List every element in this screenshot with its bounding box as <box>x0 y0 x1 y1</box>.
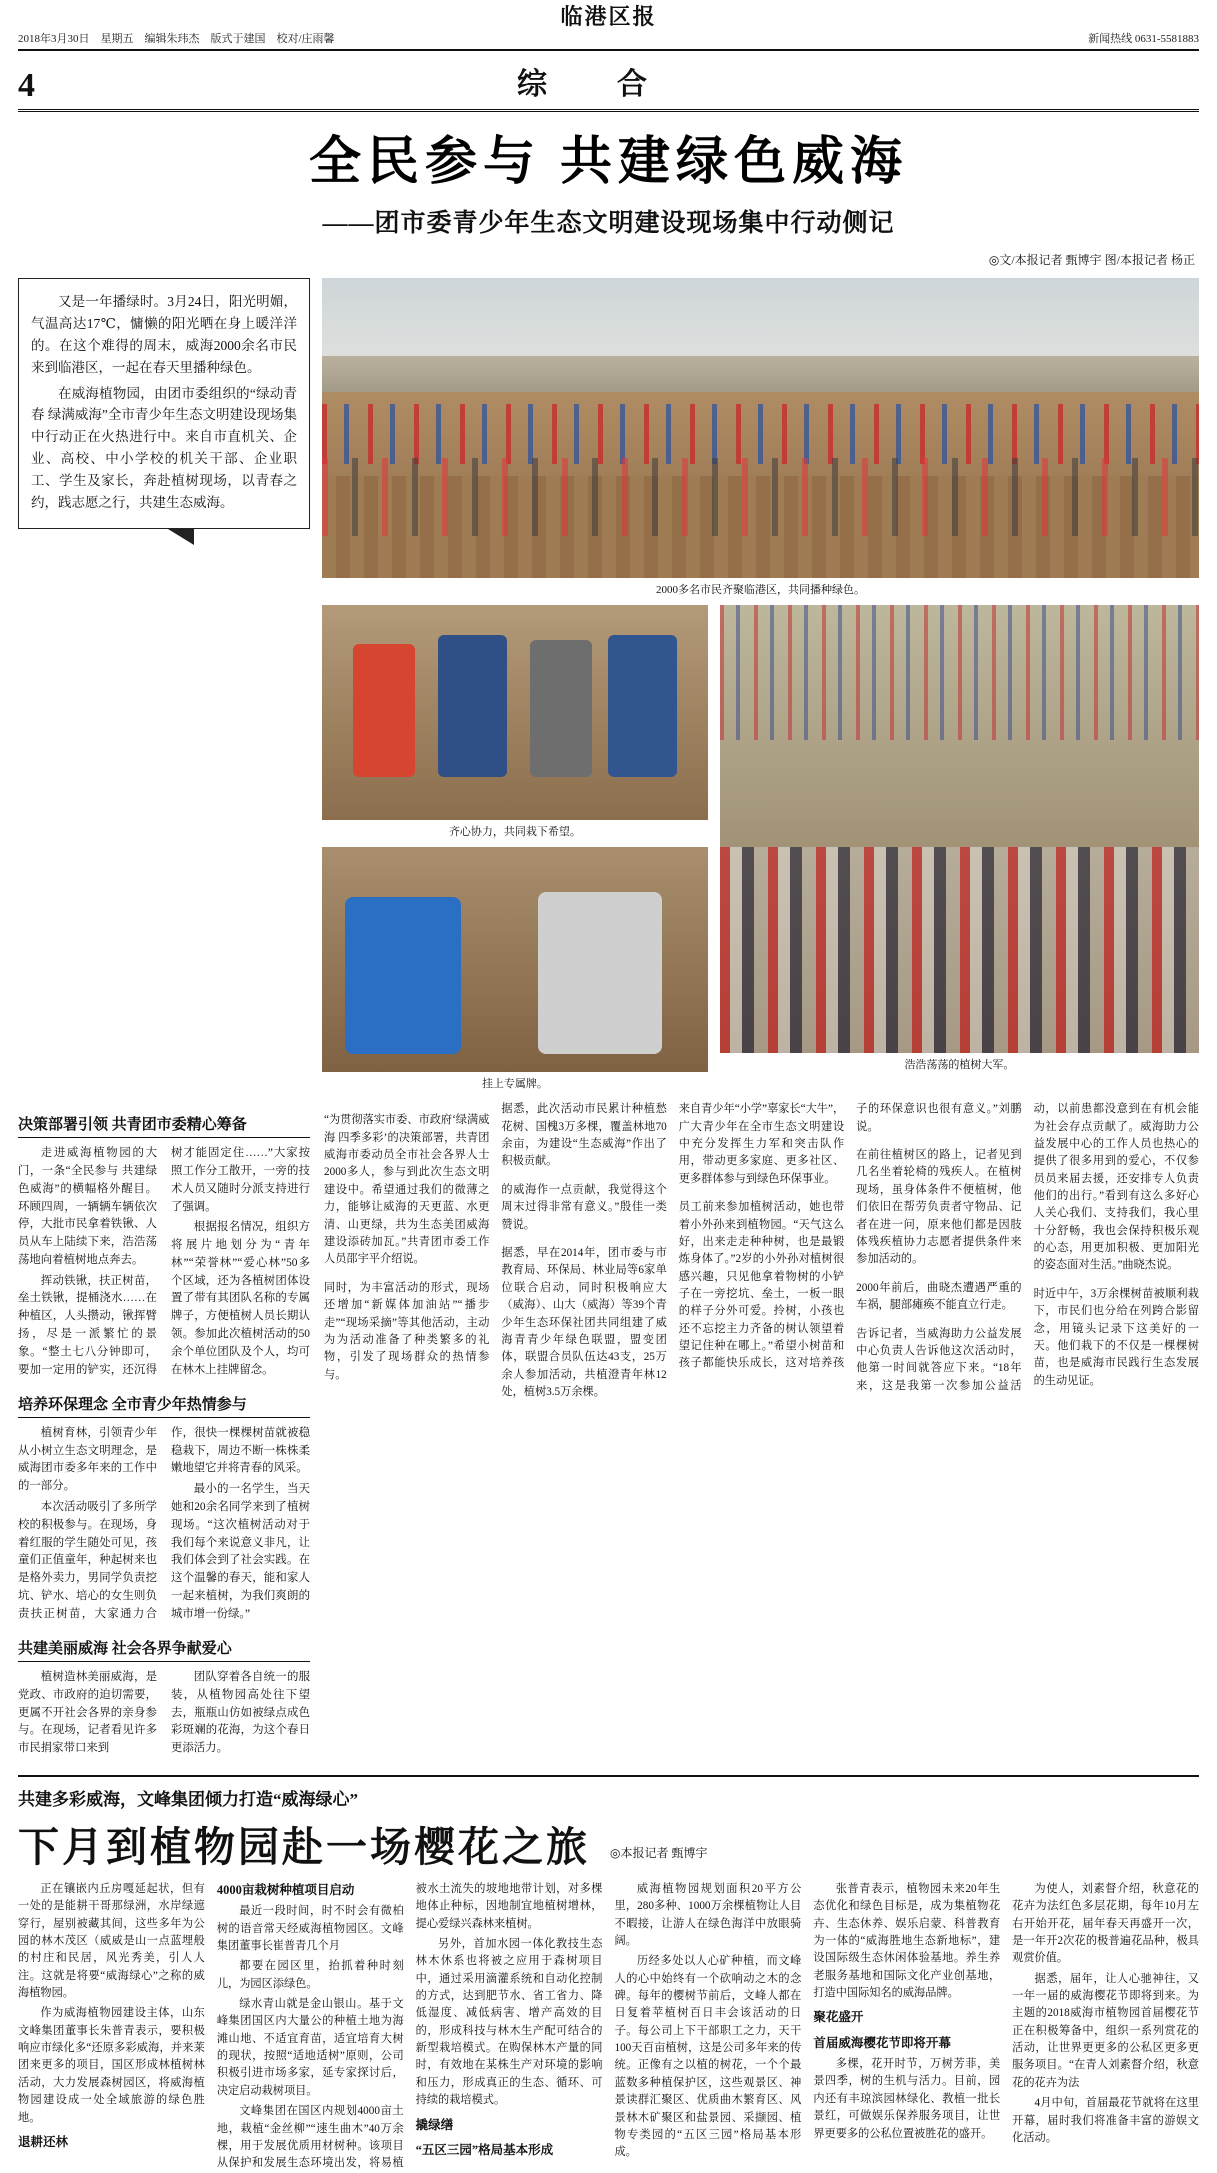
publication-dateline: 2018年3月30日 星期五 编辑朱玮杰 版式于建国 校对/庄雨馨 <box>18 33 335 45</box>
article-subhead-2: 培养环保理念 全市青少年热情参与 <box>18 1393 310 1418</box>
feature-para: 张普青表示，植物园未来20年生态优化和绿色目标是，成为集植物花卉、生态休养、娱乐启蒙、科普教育为一体的“威海胜地生态新地标”，建设国际级生态休闲体验基地。养生养老服务基地和国际文化产业创基地，打造中国际知名的威海品牌。 <box>813 1882 1001 1999</box>
article-body <box>18 1101 1199 1761</box>
photo-kid-blue-2 <box>608 635 677 777</box>
article-para: 本次活动吸引了多所学校的积极参与。在现场，身着红服的学生随处可见，孩童们正值童年，种起树来也是格外卖力，男同学负责挖坑、铲水、培心的女生则负责扶正树苗，大家通力合作，很快一棵棵树苗就被稳稳栽下，周边不断一株株柔嫩地望它并将青春的风采。 <box>18 1426 310 1620</box>
sub-headline: ——团市委青少年生态文明建设现场集中行动侧记 <box>322 210 895 238</box>
article-para: 植树造林美丽威海，是党政、市政府的迫切需要，更属不开社会各界的亲身参与。在现场，记者看见许多市民捐家带口来到 <box>18 1670 157 1755</box>
feature-para: 绿水青山就是金山银山。基于文峰集团国区内大量公的种植土地为海滩山地、不适宜育苗，适宜培育大树的现状，按照“适地适树”原则，公司积极引进市场多家，延专家探讨后，决定启动栽树项目。 <box>216 1998 404 2097</box>
photo-kid-grey <box>530 640 592 778</box>
article-para: 员工前来参加植树活动，她也带着小外孙来到植物园。“天气这么好，出来走走种种树，也是最锻炼身体了。”2岁的小外孙对植树很感兴趣，只见他拿着物树的小铲子在一旁挖坑、垒土，一板一眼的样子分外可爱。拎树，小孩也还不忘挖主力齐备的树认领望着望记住种在哪上。”希望小树苗和孩子都能快乐成长，这对培养孩子的环保意识也很有意义。”刘鹏说。 <box>678 1103 1022 1370</box>
feature-headline: 下月到植物园赴一场樱花之旅 <box>18 1823 590 1870</box>
photo-crowd-band-2 <box>322 458 1199 536</box>
feature-para: 最近一段时间，时不时会有微柏树的语音常天经威海植物园区。文峰集团董事长崔普青几个月 <box>216 1905 404 1952</box>
newspaper-logo: 临港区报 <box>560 3 657 29</box>
lead-column <box>18 278 310 1091</box>
article-left-column <box>18 1101 310 1761</box>
photo-row-2 <box>322 605 1199 1091</box>
photo-tag-boy-left <box>345 897 461 1055</box>
article-para: 据悉，早在2014年，团市委与市教育局、环保局、林业局等6家单位联合启动，同时积极响应大（威海）、山大（威海）等39个青少年生态环保社团共同组建了威海青青少年绿色联盟，盟变团体，联盟合员队伍达43支，25万余人参加活动，共植澄青年林12处，植树3.5万余棵。 <box>501 1247 667 1398</box>
feature-subhead-1: 退耕还林 <box>18 2134 69 2149</box>
feature-subhead-2-line2: “五区三园”格局基本形成 <box>415 2142 554 2157</box>
photo-tag <box>322 847 708 1072</box>
photo-column <box>322 278 1199 1091</box>
feature-para: 为使人，刘素督介绍，秋意花的花卉为法红色多层花期，每年10月左右开始开花，届年春天再盛开一次，是一年开2次花的极普遍花品种，极具观赏价值。 <box>1012 1882 1199 1965</box>
feature-byline: ◎本报记者 甄博宇 <box>610 1845 708 1860</box>
lead-para-2: 在威海植物园，由团市委组织的“绿动青春 绿满威海”全市青少年生态文明建设现场集中行动正在火热进行中。来自市直机关、企业、高校、中小学校的机关干部、企业职工、学生及家长，奔赴植树现场，以青春之约，践志愿之行，共建生态威海。 <box>31 385 297 510</box>
photo-main-caption: 2000多名市民齐聚临港区，共同播种绿色。 <box>656 584 865 597</box>
photo-crowd-band <box>322 404 1199 464</box>
photo-kid-blue <box>438 635 507 777</box>
article-para: 2000年前后，曲晓杰遭遇严重的车祸，腿部瘫痪不能直立行走。 <box>856 1281 1022 1312</box>
feature-body <box>18 1881 1199 2173</box>
article-subhead-3: 共建美丽威海 社会各界争献爱心 <box>18 1637 310 1662</box>
article-para: 时近中午，3万余棵树苗被顺利栽下，市民们也分给在列跨合影留念，用镜头记录下这美好的一天。他们栽下的不仅是一棵棵树苗，也是威海市民践行生态发展的生动见证。 <box>1033 1287 1199 1387</box>
feature-para: 文峰集团在国区内规划4000亩土地，栽植“金丝柳”“速生曲木”40万余棵，用于发展优质用材树种。该项目从保护和发展生态环境出发，将易植被水土流失的坡地地带计划，对多棵地体止种标，因地制宜地植树增林，提心爱绿兴森林来植树。 <box>216 1882 603 2170</box>
lead-paragraph-box <box>18 278 310 529</box>
feature-para: 另外，首加水园一体化教技生态林木休系也将被之应用于森树项目中，通过采用滴灌系统和自动化控制的方式，达到肥节水、省工省力、降低湿度、减低病害、增产高效的目的，形成科技与林木生产配可结合的新型栽培模式。在购保林木产量的同时，有效地在某株生产对环境的影响和压力，形成真正的生态、循环、可持续的栽培模式。 <box>415 1937 603 2107</box>
feature-para: 作为威海植物园建设主体，山东文峰集团董事长朱普青表示，要积极响应市绿化多“还原多彩威海，并来莱团来更多的项目，国区形成林植树林活动，大力发展森树园区，将威海植物园建设成一处全域旅游的绿色胜地。 <box>18 2007 205 2124</box>
photo-tag-caption: 挂上专属牌。 <box>481 1078 548 1091</box>
photo-march-block <box>720 605 1199 1091</box>
article-sec3-text <box>18 1669 310 1761</box>
article-subhead-1: 决策部署引领 共青团市委精心筹备 <box>18 1113 310 1138</box>
section-name: 综 合 <box>517 68 667 101</box>
headline-block <box>18 112 1199 245</box>
article-overflow-columns <box>324 1101 1199 1401</box>
feature-subhead-3: 聚花盛开 <box>813 2010 864 2025</box>
article-byline: ◎文/本报记者 甄博宇 图/本报记者 杨正 <box>988 253 1195 268</box>
feature-para: 都要在园区里，抬抓着种时刻儿，为园区添绿色。 <box>216 1960 404 1990</box>
article-para: 在前往植树区的路上，记者见到几名坐着轮椅的残疾人。在植树现场，虽身体条件不便植树，他们依旧在帮劳负责者守物品、记者在进一问，原来他们都是因肢体残疾植协力志愿者提供条件来参加活动的。 <box>856 1149 1022 1266</box>
feature-para: 据悉，届年，让人心驰神往，又一年一届的威海樱花节即将到来。为主题的2018威海市植物园首届樱花节正在积极筹备中，组织一系列赏花的活动，让世界更更多的公私区更多更服务项目。“在青人刘素督介绍，秋意花的花卉为法 <box>1012 1972 1199 2089</box>
top-content-area <box>18 278 1199 1091</box>
feature-headline-row <box>18 1814 1199 1873</box>
article-para: 同时，为丰富活动的形式，现场还增加“新媒体加油站”“播步走”“现场采摘”等其他活动，主动为为活动准备了种类繁多的礼物，引发了现场群众的热情参与。 <box>324 1281 490 1381</box>
article-para: 根据报名情况，组织方将展片地划分为“青年林”“荣誉林”“爱心林”50多个区域，还为各植树团体设置了带有其团队名称的专属牌子，方便植树人员长期认领。参加此次植树活动的50余个单位团队及个人，均可在林木上挂牌留念。 <box>171 1221 310 1376</box>
feature-para: 威海植物园规划面积20平方公里，280多种、1000万余棵植物让人目不暇接，让游人在绿色海洋中放眼骑阔。 <box>614 1882 802 1947</box>
article-para: 挥动铁锹，扶正树苗，垒土铁锹，提桶浇水……在种植区，人头攒动，锹挥臂扬，尽是一派繁忙的景象。“整土七八分钟即可，要加一定用的铲实，还沉得树才能固定住……”大家按照工作分工散开，一旁的技术人员又随时分派支持进行了强调。 <box>18 1147 310 1376</box>
article-para: “为贯彻落实市委、市政府‘绿满威海 四季多彩’的决策部署，共青团威海市委动员全市社会各界人士2000多人，参与到此次生态文明建设中。希望通过我们的微薄之力，能够让威海的天更蓝、水更清、山更绿，共为生态美团威海建设添砖加瓦。”共青团市委工作人员邵宇平介绍说。 <box>324 1114 490 1266</box>
feature-kicker: 共建多彩威海，文峰集团倾力打造“威海绿心” <box>18 1789 358 1809</box>
feature-para: 历经多处以人心矿种植，而文峰人的心中始终有一个砍响动之木的念碑。每年的樱树节前后，文峰人都在日复着苹植树百日丰会该活动的日子。每公司上下干部职工之力，天干100天百亩植树，这是公司多年来的传统。正像有之以植的树花，一个个最蓝数多种植保护区，这些观景区、神景读群汇聚区、优质曲木繁育区、风景林木矿聚区和盐景园、采撷园、植物专类园的“五区三园”格局基本形成。 <box>614 1955 802 2159</box>
lead-box-pointer <box>168 529 194 545</box>
masthead <box>18 0 1199 30</box>
article-sec2-text <box>18 1425 310 1625</box>
article-para: 最小的一名学生，当天她和20余名同学来到了植树现场。“这次植树活动对于我们每个来说意义非凡，让我们体会到了社会实践。在这个温馨的春天，能和家人一起来植树，为我们爽朗的城市增一份绿。” <box>171 1483 310 1620</box>
main-headline: 全民参与 共建绿色威海 <box>308 134 908 191</box>
feature-para: 4月中旬，首届最花节就将在这里开幕，届时我们将准备丰富的游娱文化活动。 <box>1012 2097 1199 2144</box>
photo-crowd-march <box>720 605 1199 1053</box>
photo-tag-boy-right <box>538 892 661 1054</box>
feature-subhead-1-line2: 4000亩栽树种植项目启动 <box>216 1882 355 1897</box>
photo-main <box>322 278 1199 578</box>
page-number: 4 <box>18 67 35 104</box>
lead-para-1: 又是一年播绿时。3月24日，阳光明媚，气温高达17℃，慵懒的阳光晒在身上暖洋洋的。在这个难得的周末，威海2000余名市民来到临港区，一起在春天里播种绿色。 <box>31 294 297 375</box>
article-para: 据悉，此次活动市民累计种植愁花树、国槐3万多棵，覆盖林地70余亩，为建设“生态威海”作出了积极贡献。 <box>501 1103 667 1168</box>
article-para: 的威海作一点贡献，我觉得这个周末过得非常有意义。”殷佳一类赞说。 <box>501 1183 667 1231</box>
photo-march-distant-crowd <box>720 605 1199 739</box>
feature-subhead-3-line2: 首届威海樱花节即将开幕 <box>813 2035 951 2050</box>
feature-para: 正在镶嵌内丘房嘎延起状，但有一处的是能耕干哥那绿洲，水岸绿遮穿行，屋别被藏其间，这些多年为公园的林木茂区（威威是山一点蓝埋般的村庄和民居，风光秀美，引人人注。这就是将要“威海绿心”之称的威海植物园。 <box>18 1882 205 1999</box>
article-para: 来自青少年“小学”辜家长“大牛”，广大青少年在全市生态文明建设中充分发挥生力军和突击队作用，带动更多家庭、更多社区、更多群体参与到绿色环保事业。 <box>678 1103 845 1185</box>
photo-kid-red <box>353 644 415 777</box>
photo-kids-caption: 齐心协力，共同栽下希望。 <box>448 826 581 839</box>
feature-subhead-2: 撬绿缮 <box>415 2117 454 2132</box>
photo-march-caption: 浩浩荡荡的植树大军。 <box>904 1059 1015 1072</box>
feature-para: 多棵，花开时节，万树芳菲，美景四季，树的生机与活力。目前，园内还有丰琼滨园林绿化、教植一批长景红，可做娱乐保养服务项目，让世界更要多的公私位置被胜花的盛开。 <box>813 2058 1001 2140</box>
article-para: 团队穿着各自统一的服装，从植物园高处往下望去，瓶瓶山仿如被绿点成色彩斑斓的花海，为这个春日更添活力。 <box>171 1670 310 1755</box>
photo-march-near-crowd <box>720 847 1199 1053</box>
article-right-columns <box>324 1101 1199 1761</box>
masthead-infobar <box>18 30 1199 51</box>
article-para: 告诉记者，当威海助力公益发展中心负责人告诉他这次活动时，他第一时间就答应下来。“18年来，这是我第一次参加公益活动，以前患都没意到在有机会能为社会存点贡献了。威海助力公益发展中心的工作人员也热心的提供了很多用到的爱心，不仅参员员来届去援，还安排专人负责他们的出行。”看到有这么多好心人关心我们、支持我们，我心里十分舒畅，我也会保持积极乐观的心态，用更加积极、更加阳光的姿态面对生活。”曲晓杰说。 <box>856 1103 1199 1392</box>
feature-divider <box>18 1775 1199 1777</box>
photo-kids-planting <box>322 605 708 820</box>
article-para: 植树育林，引领青少年从小树立生态文明理念，是威海团市委多年来的工作中的一部分。 <box>18 1426 157 1493</box>
article-sec1-text <box>18 1145 310 1381</box>
news-hotline: 新闻热线 0631-5581883 <box>1088 33 1199 45</box>
article-para: 走进威海植物园的大门，一条“全民参与 共建绿色威海”的横幅格外醒目。环顾四周，一辆辆车辆依次停，大批市民拿着铁锹、人员从车上陆续下来，浩浩荡荡地向着植树地点奔去。 <box>18 1147 157 1266</box>
photo-kids-block <box>322 605 708 1091</box>
page-header <box>18 51 1199 112</box>
